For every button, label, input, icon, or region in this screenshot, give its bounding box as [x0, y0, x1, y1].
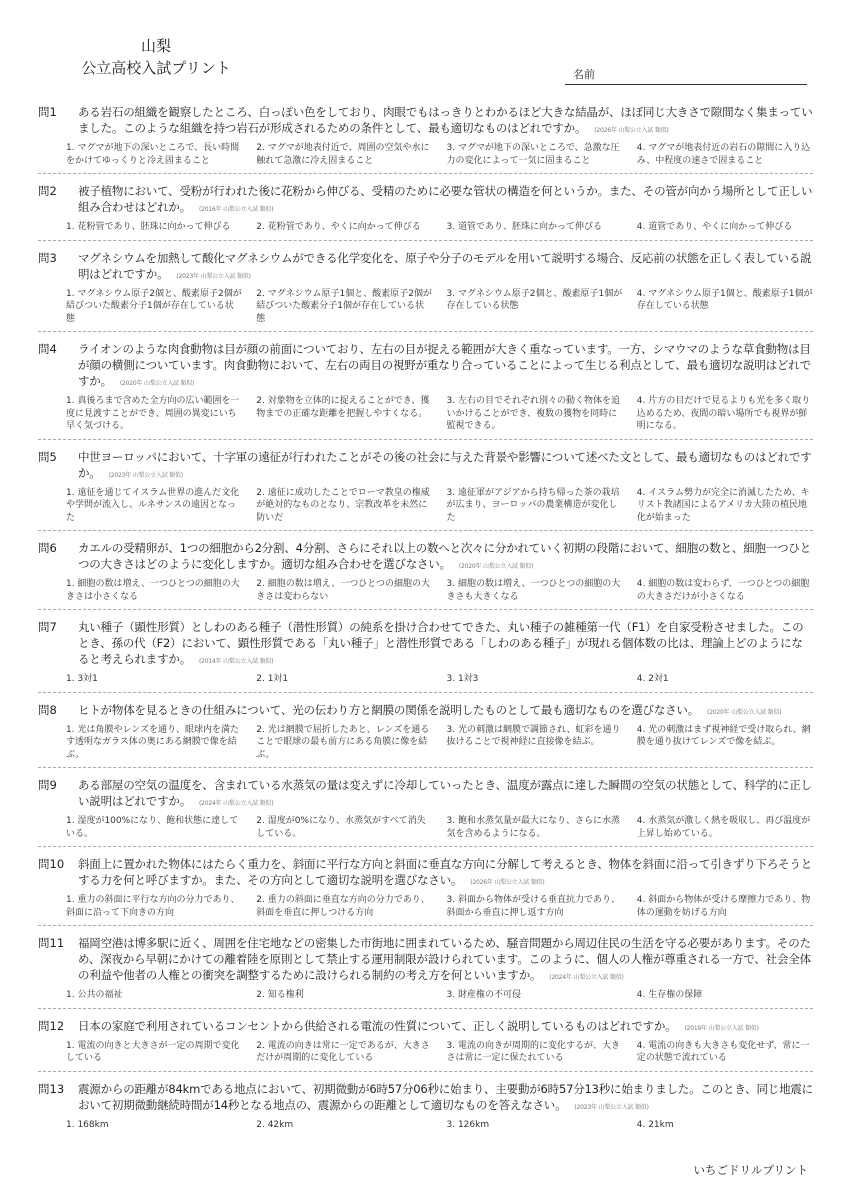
answer-option-3[interactable]: 3. マグネシウム原子2個と、酸素原子1個が存在している状態 [446, 288, 623, 311]
answer-option-4[interactable]: 4. 斜面から物体が受ける摩擦力であり、物体の運動を妨げる方向 [636, 895, 811, 918]
question-header [38, 341, 813, 392]
answer-option-1[interactable]: 1. 168km [66, 1119, 109, 1130]
answer-option-2[interactable]: 2. 遠征に成功したことでローマ教皇の権威が絶対的なものとなり、宗教改革を未然に防いだ [256, 487, 430, 523]
question-number: 問9 [38, 778, 57, 792]
question-number: 問13 [38, 1081, 65, 1096]
question-block [38, 179, 813, 241]
answer-option-3[interactable]: 3. 道管であり、胚珠に向かって伸びる [446, 222, 602, 232]
question-source: (2026年 山梨公立入試 類似) [594, 127, 669, 134]
question-text [78, 183, 813, 218]
header [56, 36, 256, 78]
question-body: マグネシウムを加熱して酸化マグネシウムができる化学変化を、原子や分子のモデルを用いて説明する場合、反応前の状態を正しく表している説明はどれですか。 [78, 250, 812, 281]
question-source: (2024年 山梨公立入試 類似) [549, 974, 624, 981]
answer-options [38, 894, 813, 919]
answer-option-3[interactable]: 3. 126km [446, 1119, 490, 1130]
footer-brand: いちごドリルプリント [693, 1163, 808, 1177]
answer-option-2[interactable]: 2. 対象物を立体的に捉えることができ、獲物までの正確な距離を把握しやすくなる。 [256, 396, 430, 419]
question-block [38, 246, 813, 333]
question-source: (2020年 山梨公立入試 類似) [119, 380, 195, 387]
question-body: ある部屋の空気の温度を、含まれている水蒸気の量は変えずに冷却していったとき、温度が露点に達した瞬間の空気の状態として、科学的に正しい説明はどれですか。 [78, 778, 812, 808]
question-block [38, 773, 813, 847]
answer-options [38, 487, 813, 525]
question-body: カエルの受精卵が、1つの細胞から2分割、4分割、さらにそれ以上の数へと次々に分かれていく初期の段階において、細胞の数と、細胞一つひとつの大きさはどのように変化しますか。適切な組み合わせを選びなさい。 [78, 541, 812, 571]
answer-option-2[interactable]: 2. 1対1 [256, 674, 289, 684]
question-source: (2020年 山梨公立入試 類似) [707, 708, 782, 716]
question-text [78, 104, 813, 139]
question-block [38, 698, 813, 769]
question-header [38, 856, 813, 891]
answer-options [38, 221, 813, 234]
question-body: ある岩石の組織を観察したところ、白っぽい色をしており、肉眼でもはっきりとわかるほど大きな結晶が、ほぼ同じ大きさで隙間なく集まっていました。このような組織を持つ岩石が形成されるための条件として、最も適切なものはどれですか。 [78, 105, 813, 135]
question-text [78, 777, 813, 812]
answer-option-1[interactable]: 1. 真後ろまで含めた全方向の広い範囲を一度に見渡すことができ、周囲の異変にいち早く気づける。 [66, 396, 240, 431]
answer-option-2[interactable]: 2. 細胞の数は増え、一つひとつの細胞の大きさは変わらない [256, 579, 431, 602]
question-block [38, 931, 813, 1009]
question-number: 問6 [38, 541, 57, 555]
answer-option-4[interactable]: 4. 生存権の保障 [636, 990, 703, 1000]
answer-option-2[interactable]: 2. 光は網膜で屈折したあと、レンズを通ることで眼球の最も前方にある角膜に像を結ぶ。 [256, 724, 430, 760]
question-number: 問10 [38, 857, 65, 871]
answer-option-1[interactable]: 1. マグネシウム原子2個と、酸素原子2個が結びついた酸素分子1個が存在している状態 [66, 288, 242, 324]
question-header [38, 1081, 813, 1116]
name-label: 名前 [573, 68, 595, 81]
question-text [78, 619, 813, 670]
answer-option-3[interactable]: 3. 1対3 [446, 674, 479, 684]
answer-option-3[interactable]: 3. 細胞の数は増え、一つひとつの細胞の大きさも大きくなる [446, 579, 621, 602]
question-header [38, 702, 813, 721]
question-text [78, 250, 813, 285]
answer-option-3[interactable]: 3. 斜面から物体が受ける垂直抗力であり、斜面から垂直に押し返す方向 [446, 895, 620, 918]
answer-option-1[interactable]: 1. 湿度が100%になり、飽和状態に達している。 [66, 816, 239, 839]
prefecture-label: 山梨 [140, 37, 171, 55]
name-field[interactable] [565, 62, 807, 85]
answer-option-4[interactable]: 4. 光の刺激はまず視神経で受け取られ、網膜を通り抜けてレンズで像を結ぶ。 [636, 724, 811, 747]
answer-options [38, 989, 813, 1002]
question-number: 問12 [38, 1018, 65, 1033]
answer-option-4[interactable]: 4. 2対1 [636, 674, 669, 684]
answer-option-1[interactable]: 1. 遠征を通じてイスラム世界の進んだ文化や学問が流入し、ルネサンスの遠因となった [66, 487, 240, 523]
answer-options [38, 673, 813, 686]
question-number: 問3 [38, 250, 57, 265]
question-header [38, 250, 813, 285]
question-source: (2014年 山梨公立入試 類似) [199, 658, 274, 665]
question-block [38, 615, 813, 693]
question-number: 問11 [38, 936, 65, 950]
question-source: (2023年 山梨公立入試 類似) [108, 471, 183, 479]
answer-option-4[interactable]: 4. 細胞の数は変わらず、一つひとつの細胞の大きさだけが小さくなる [636, 579, 810, 602]
answer-option-4[interactable]: 4. マグマが地表付近の岩石の隙間に入り込み、中程度の速さで固まること [636, 143, 811, 166]
answer-options [38, 724, 813, 762]
answer-option-4[interactable]: 4. イスラム勢力が完全に消滅したため、キリスト教諸国によるアメリカ大陸の植民地化が始まった [636, 487, 810, 523]
question-body: 斜面上に置かれた物体にはたらく重力を、斜面に平行な方向と斜面に垂直な方向に分解して考えるとき、物体を斜面に沿って引きずり下ろそうとする力を何と呼びますか。また、その方向として適切な説明を選びなさい。 [78, 857, 813, 887]
question-text [78, 1081, 813, 1116]
question-source: (2020年 山梨公立入試 類似) [458, 563, 534, 570]
answer-option-1[interactable]: 1. 花粉管であり、胚珠に向かって伸びる [66, 222, 231, 232]
answer-option-4[interactable]: 4. 片方の目だけで見るよりも光を多く取り込めるため、夜間の暗い場所でも視界が鮮明になる。 [636, 396, 811, 431]
question-header [38, 619, 813, 670]
answer-option-1[interactable]: 1. 電流の向きと大きさが一定の周期で変化している [66, 1040, 240, 1063]
answer-option-4[interactable]: 4. 21km [636, 1119, 674, 1130]
question-source: (2016年 山梨公立入試 類似) [199, 206, 274, 213]
answer-option-4[interactable]: 4. 道管であり、やくに向かって伸びる [636, 222, 793, 232]
question-body: 中世ヨーロッパにおいて、十字軍の遠征が行われたことがその後の社会に与えた背景や影響について述べた文として、最も適切なものはどれですか。 [78, 449, 812, 480]
answer-option-2[interactable]: 2. マグネシウム原子1個と、酸素原子2個が結びついた酸素分子1個が存在している状態 [256, 288, 432, 324]
question-header [38, 183, 813, 218]
answer-option-1[interactable]: 1. 光は角膜やレンズを通り、眼球内を満たす透明なガラス体の奥にある網膜で像を結ぶ。 [66, 724, 239, 760]
answer-option-2[interactable]: 2. マグマが地表付近で、周囲の空気や水に触れて急激に冷え固まること [256, 143, 430, 166]
answer-option-2[interactable]: 2. 重力の斜面に垂直な方向の分力であり、斜面を垂直に押しつける方向 [256, 895, 430, 918]
answer-options [38, 288, 813, 326]
answer-option-4[interactable]: 4. 電流の向きも大きさも変化せず、常に一定の状態で流れている [636, 1040, 810, 1063]
question-header [38, 540, 813, 575]
answer-option-2[interactable]: 2. 知る権利 [256, 990, 304, 1000]
question-block [38, 1014, 813, 1072]
answer-option-1[interactable]: 1. 重力の斜面に平行な方向の分力であり、斜面に沿って下向きの方向 [66, 895, 240, 918]
question-body: 日本の家庭で利用されているコンセントから供給される電流の性質について、正しく説明しているものはどれですか。 [78, 1018, 677, 1033]
question-number: 問8 [38, 702, 57, 717]
answer-options [38, 815, 813, 840]
question-body: 丸い種子（顕性形質）としわのある種子（潜性形質）の純系を掛け合わせてできた、丸い種子の雑種第一代（F1）を自家受粉させました。このとき、孫の代（F2）において、顕性形質である「丸い種子」と潜性形質である「しわのある種子」が現れる個体数の比は、理論上どのようになると考えられますか。 [78, 620, 804, 666]
answer-option-1[interactable]: 1. 細胞の数は増え、一つひとつの細胞の大きさは小さくなる [66, 579, 240, 602]
question-number: 問4 [38, 342, 57, 356]
question-text [78, 540, 813, 575]
question-block [38, 536, 813, 610]
question-number: 問7 [38, 620, 57, 634]
question-block [38, 445, 813, 532]
answer-option-3[interactable]: 3. 光の刺激は網膜で調節され、虹彩を通り抜けることで視神経に直接像を結ぶ。 [446, 724, 621, 747]
question-header [38, 104, 813, 139]
question-text [78, 856, 813, 891]
question-list [38, 100, 813, 1142]
answer-option-3[interactable]: 3. マグマが地下の深いところで、急激な圧力の変化によって一気に固まること [446, 143, 620, 166]
question-source: (2026年 山梨公立入試 類似) [470, 879, 545, 886]
answer-option-3[interactable]: 3. 飽和水蒸気量が最大になり、さらに水蒸気を含めるようになる。 [446, 816, 620, 839]
question-source: (2024年 山梨公立入試 類似) [199, 800, 274, 807]
answer-option-3[interactable]: 3. 財産権の不可侵 [446, 990, 521, 1000]
answer-option-1[interactable]: 1. 公共の福祉 [66, 990, 123, 1000]
question-number: 問5 [38, 449, 57, 464]
question-body: 福岡空港は博多駅に近く、周囲を住宅地などの密集した市街地に囲まれているため、騒音問題から周辺住民の生活を守る必要があります。そのため、深夜から早朝にかけての離着陸を原則として禁止する運用制限が設けられています。このように、個人の人権が尊重される一方で、社会全体の利益や他者の人権との衝突を調整するために設けられる制約の考え方を何といいますか。 [78, 936, 811, 982]
question-block [38, 852, 813, 926]
question-body: ヒトが物体を見るときの仕組みについて、光の伝わり方と網膜の関係を説明したものとして最も適切なものを選びなさい。 [78, 702, 700, 717]
answer-options [38, 395, 813, 433]
question-number: 問2 [38, 184, 57, 198]
question-text [78, 935, 813, 986]
answer-options [38, 578, 813, 603]
answer-option-2[interactable]: 2. 電流の向きは常に一定であるが、大きさだけが周期的に変化している [256, 1040, 430, 1063]
question-source: (2023年 山梨公立入試 類似) [176, 272, 251, 280]
answer-option-4[interactable]: 4. 水蒸気が激しく熱を吸収し、再び温度が上昇し始めている。 [636, 816, 811, 839]
answer-option-2[interactable]: 2. 湿度が0%になり、水蒸気がすべて消失している。 [256, 816, 426, 839]
question-header [38, 935, 813, 986]
question-body: ライオンのような肉食動物は目が顔の前面についており、左右の目が捉える範囲が大きく重なっています。一方、シマウマのような草食動物は目が顔の横側についています。肉食動物において、左右の両目の視野が重なり合っていることによって生じる利点として、最も適切な説明はどれですか。 [78, 342, 811, 388]
question-body: 被子植物において、受粉が行われた後に花粉から伸びる、受精のために必要な管状の構造を何というか。また、その管が向かう場所として正しい組み合わせはどれか。 [78, 184, 813, 214]
question-number: 問1 [38, 105, 57, 119]
answer-option-2[interactable]: 2. 花粉管であり、やくに向かって伸びる [256, 222, 421, 232]
question-source: (2023年 山梨公立入試 類似) [574, 1103, 649, 1111]
question-text [78, 449, 813, 484]
answer-options [38, 142, 813, 167]
question-block [38, 1077, 813, 1138]
answer-option-3[interactable]: 3. 左右の目でそれぞれ別々の動く物体を追いかけることができ、複数の獲物を同時に監視できる。 [446, 396, 620, 431]
answer-option-1[interactable]: 1. 3対1 [66, 674, 98, 684]
answer-option-1[interactable]: 1. マグマが地下の深いところで、長い時間をかけてゆっくりと冷え固まること [66, 143, 240, 166]
answer-options [38, 1040, 813, 1065]
question-header [38, 777, 813, 812]
page-title: 公立高校入試プリント [81, 59, 231, 77]
answer-option-3[interactable]: 3. 遠征軍がアジアから持ち帰った茶の栽培が広まり、ヨーロッパの農業構造が変化した [446, 487, 620, 523]
answer-options [38, 1119, 813, 1132]
answer-option-3[interactable]: 3. 電流の向きが周期的に変化するが、大きさは常に一定に保たれている [446, 1040, 620, 1063]
question-text [78, 1018, 813, 1037]
question-header [38, 1018, 813, 1037]
question-header [38, 449, 813, 484]
answer-option-4[interactable]: 4. マグネシウム原子1個と、酸素原子1個が存在している状態 [636, 288, 813, 311]
question-text [78, 341, 813, 392]
question-text [78, 702, 813, 721]
question-block [38, 100, 813, 174]
question-block [38, 337, 813, 440]
question-source: (2019年 山梨公立入試 類似) [684, 1024, 759, 1032]
answer-option-2[interactable]: 2. 42km [256, 1119, 294, 1130]
question-body: 震源からの距離が84kmである地点において、初期微動が6時57分06秒に始まり、主要動が6時57分13秒に始まりました。このとき、同じ地震において初期微動継続時間が14秒となる地点の、震源からの距離として適切なものを答えなさい。 [78, 1081, 813, 1112]
